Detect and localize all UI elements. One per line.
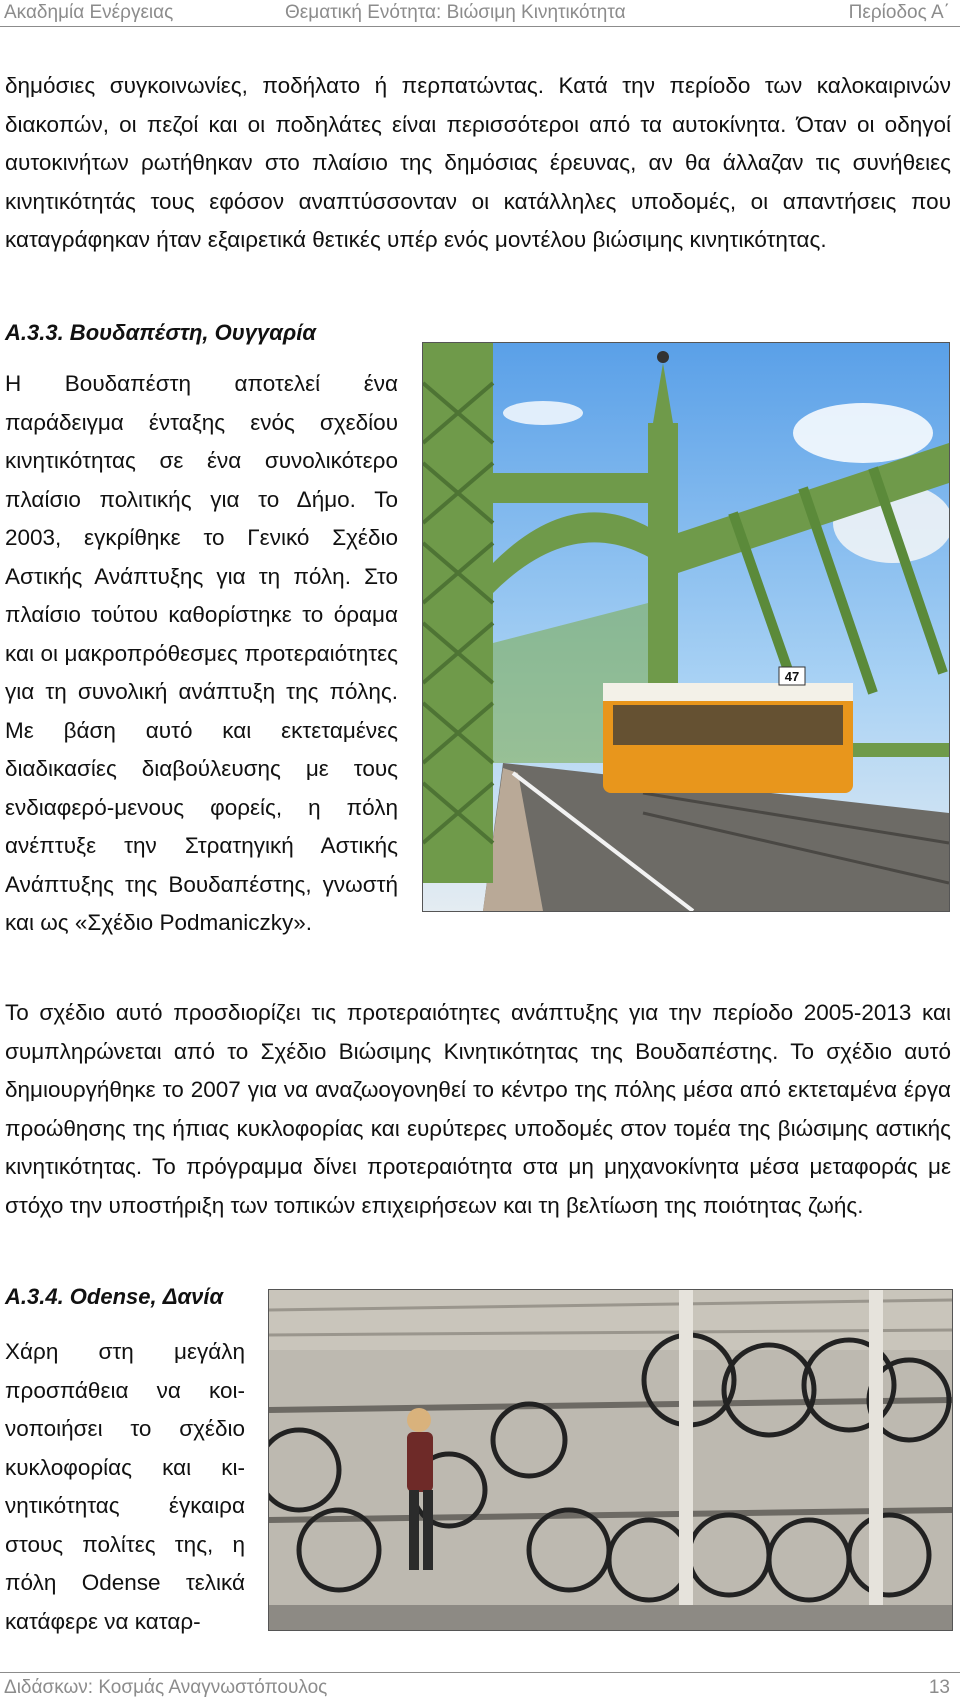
section-heading-odense: Α.3.4. Odense, Δανία xyxy=(5,1284,224,1309)
page-footer xyxy=(0,1672,960,1702)
budapest-bridge-tram-photo xyxy=(422,342,950,912)
budapest-full-paragraph: Το σχέδιο αυτό προσδιορίζει τις προτεραιότητες ανάπτυξης για την περίοδο 2005-2013 και συμπληρώνεται από το Σχέδιο Βιώσιμης Κινητικότητας της Βουδαπέστης. Το σχέδιο αυτό δημιουργήθηκε το 2007 για να αναζωογονηθεί το κέντρο της πόλης μέσα από εκτεταμένα έργα προώθησης της ήπιας κυκλοφορίας και ευρύτερες υποδομές στον τομέα της βιώσιμης αστικής κινητικότητας. Το πρόγραμμα δίνει προτεραιότητα στα μη μηχανοκίνητα μέσα μεταφοράς με στόχο την υποστήριξη των τοπικών επιχειρήσεων και τη βελτίωση της ποιότητας ζωής. xyxy=(5,1000,951,1218)
svg-text:47: 47 xyxy=(784,669,800,684)
bike-parking-illustration xyxy=(269,1290,952,1630)
tram xyxy=(603,667,853,793)
odense-side-paragraph: Χάρη στη μεγάλη προσπάθεια να κοι-νοποιήσει το σχέδιο κυκλοφορίας και κι-νητικότητας έγκαιρα στους πολίτες της, η πόλη Odense τελικά κατάφερε να καταρ- xyxy=(5,1339,245,1634)
bridge-illustration xyxy=(423,343,949,911)
budapest-side-paragraph: Η Βουδαπέστη αποτελεί ένα παράδειγμα ένταξης ενός σχεδίου κινητικότητας σε ένα συνολικότερο πλαίσιο πολιτικής για το Δήμο. Το 2003, εγκρίθηκε το Γενικό Σχέδιο Αστικής Ανάπτυξης για τη πόλη. Στο πλαίσιο τούτου καθορίστηκε το όραμα και οι μακροπρόθεσμες προτεραιότητες για τη συνολική ανάπτυξη της πόλης. Με βάση αυτό και εκτεταμένες διαδικασίες διαβούλευσης με τους ενδιαφερό-μενους φορείς, η πόλη ανέπτυξε την Στρατηγική Αστικής Ανάπτυξης της Βουδαπέστης, γνωστή και ως «Σχέδιο Podmaniczky». xyxy=(5,371,398,935)
page-header xyxy=(0,0,960,27)
section-heading-budapest: Α.3.3. Βουδαπέστη, Ουγγαρία xyxy=(5,320,316,345)
page-number: 13 xyxy=(928,1677,950,1698)
header-module-title: Θεματική Ενότητα: Βιώσιμη Κινητικότητα xyxy=(285,2,626,23)
footer-instructor: Διδάσκων: Κοσμάς Αναγνωστόπουλος xyxy=(4,1677,328,1698)
header-period: Περίοδος Α΄ xyxy=(848,2,950,23)
odense-bicycle-parking-photo xyxy=(268,1289,953,1631)
header-academy-title: Ακαδημία Ενέργειας xyxy=(4,2,174,23)
intro-paragraph: δημόσιες συγκοινωνίες, ποδήλατο ή περπατώντας. Κατά την περίοδο των καλοκαιρινών διακοπών, οι πεζοί και οι ποδηλάτες είναι περισσότεροι από τα αυτοκίνητα. Όταν οι οδηγοί αυτοκινήτων ρωτήθηκαν στο πλαίσιο της δημόσιας έρευνας, αν θα άλλαζαν τις συνήθειες κινητικότητάς τους εφόσον αναπτύσσονταν οι κατάλληλες υποδομές, οι απαντήσεις που καταγράφηκαν ήταν εξαιρετικά θετικές υπέρ ενός μοντέλου βιώσιμης κινητικότητας. xyxy=(5,73,951,252)
